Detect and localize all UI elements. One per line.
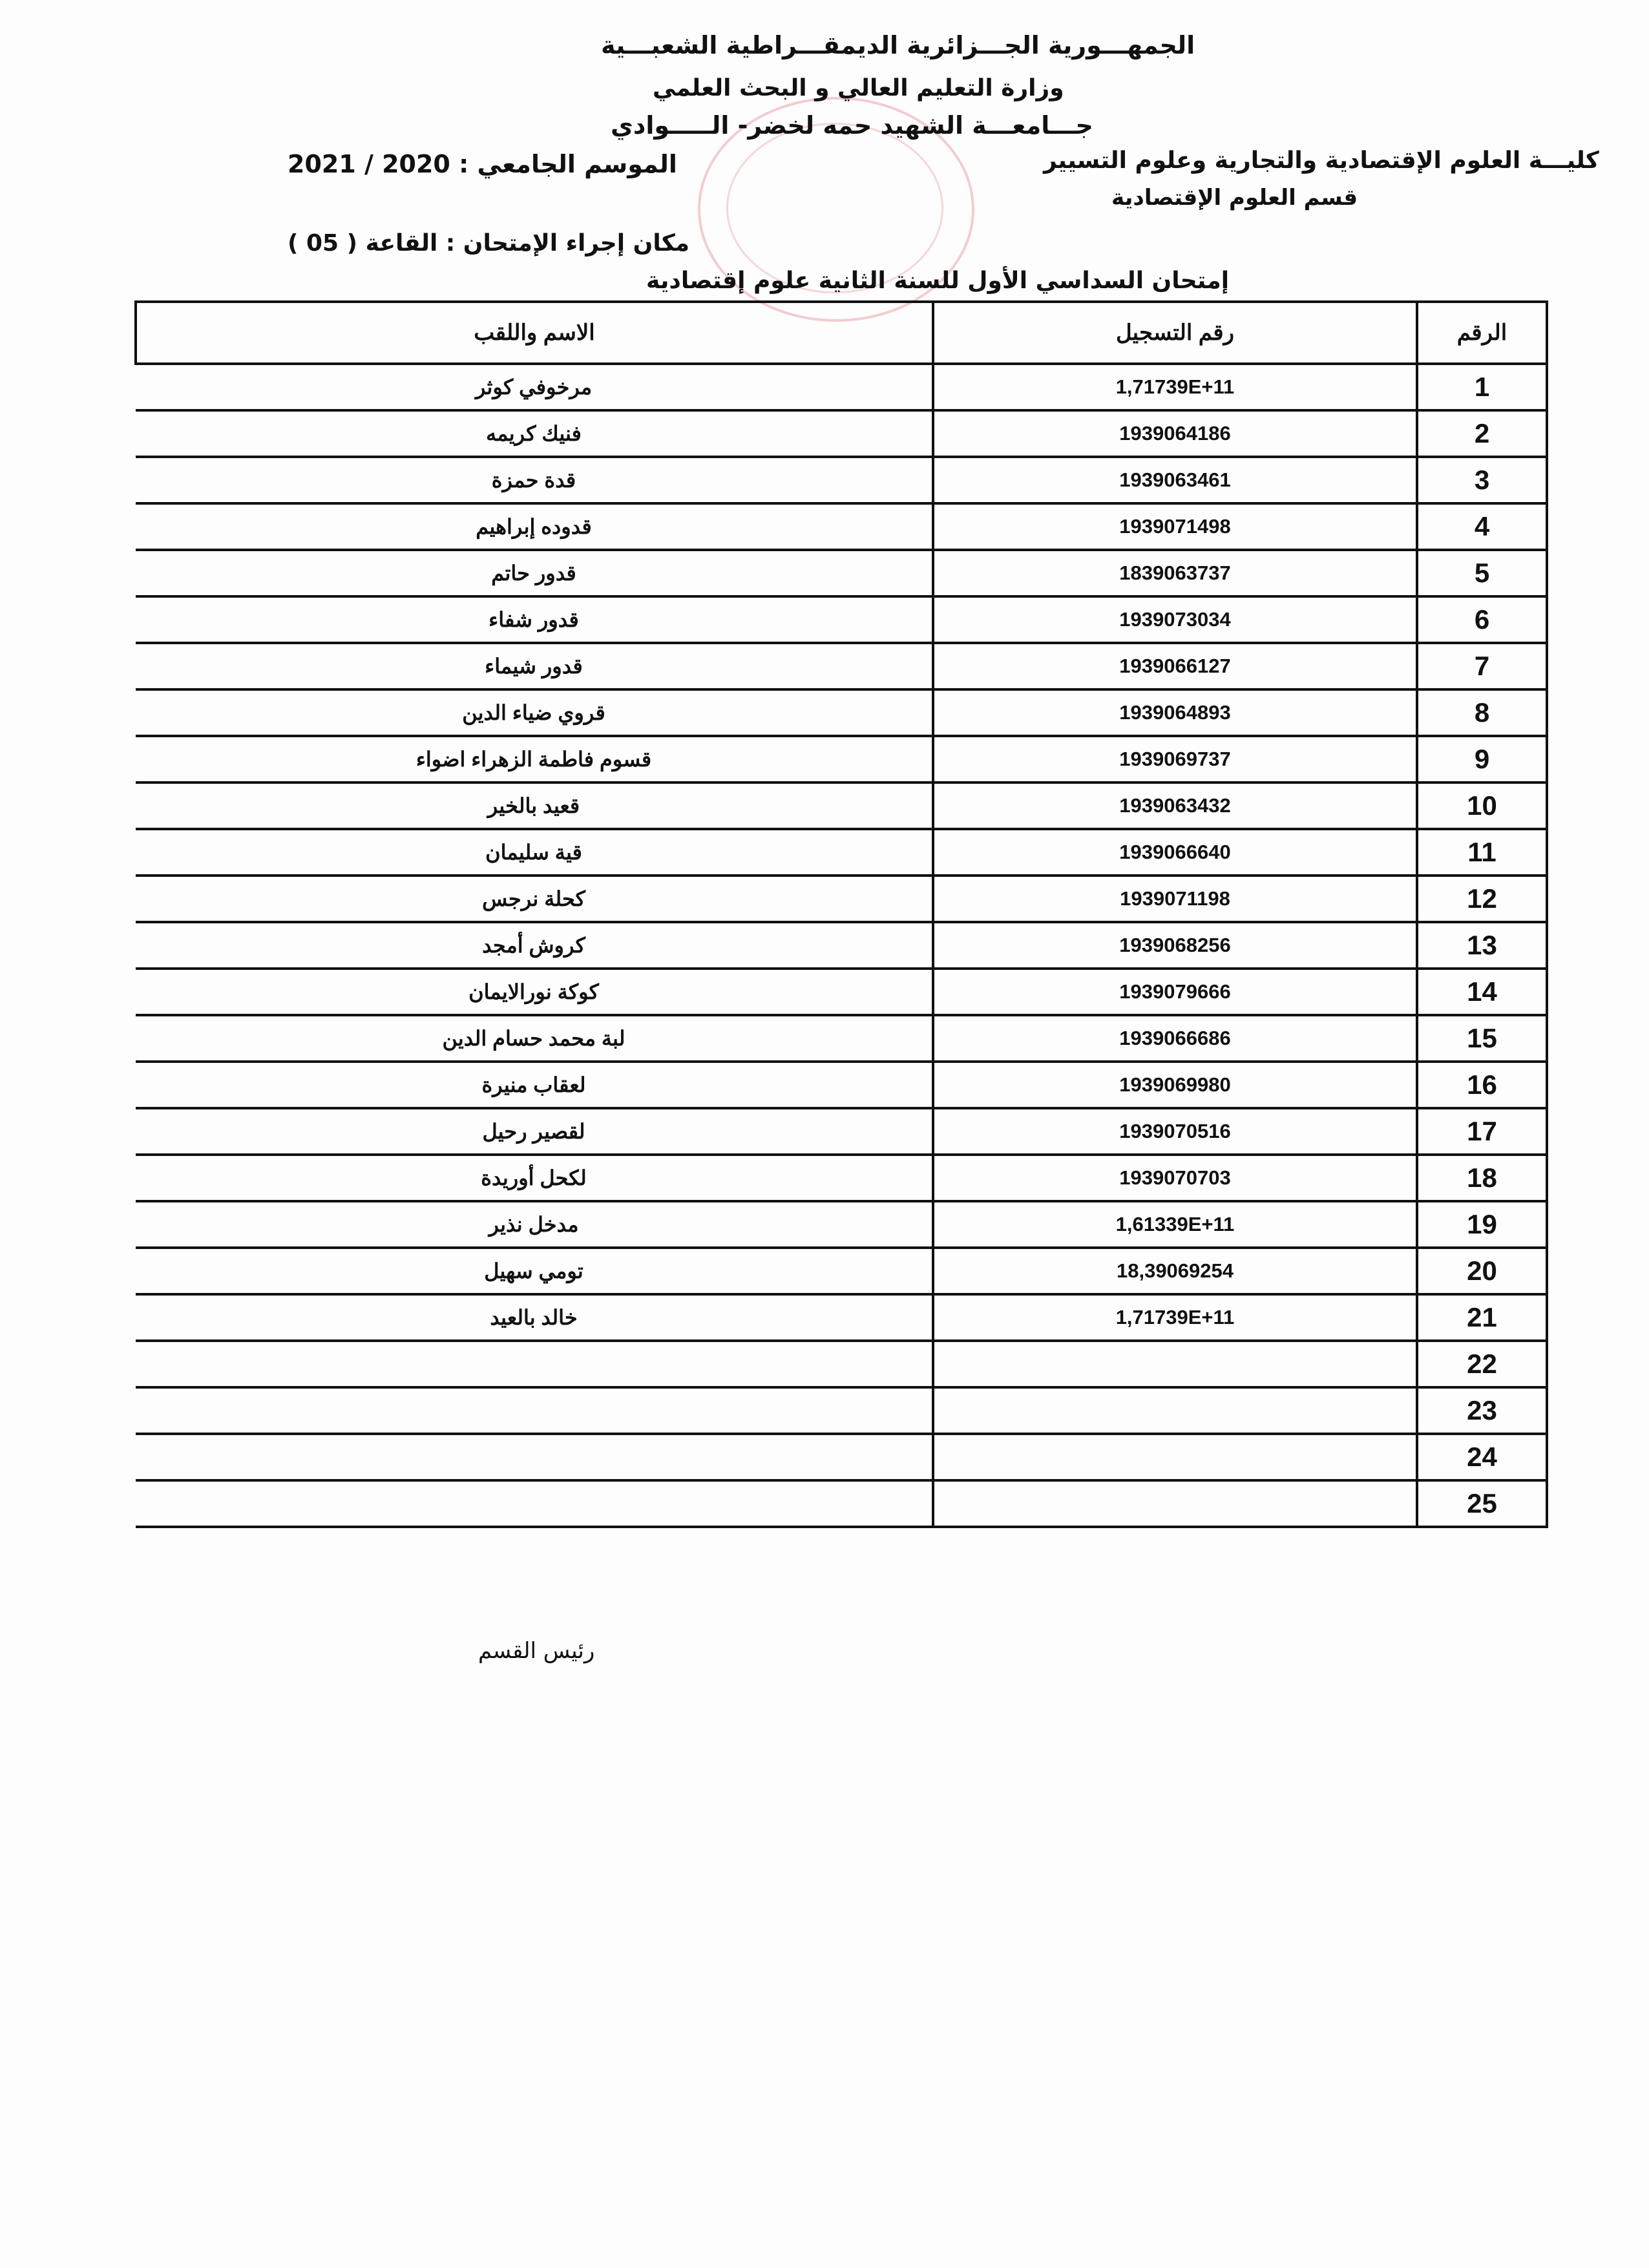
table-row: [136, 410, 1547, 457]
department-head-signature-label: رئيس القسم: [478, 1638, 595, 1664]
table-row: [136, 689, 1547, 736]
student-name-cell: قية سليمان: [136, 829, 933, 876]
registration-number-cell: 1939079666: [933, 969, 1417, 1015]
republic-heading: الجمهـــورية الجـــزائرية الديمقـــراطية الشعبـــية: [601, 31, 1195, 59]
registration-number-cell: 1939064893: [933, 689, 1417, 736]
student-name-cell: قدور شيماء: [136, 643, 933, 689]
row-number-cell: 7: [1417, 643, 1547, 689]
faculty-heading: كليـــة العلوم الإقتصادية والتجارية وعلوم التسيير: [1044, 147, 1599, 174]
student-name-cell: قروي ضياء الدين: [136, 689, 933, 736]
student-name-cell: [136, 1434, 933, 1480]
table-header-row: [136, 302, 1547, 364]
row-number-cell: 24: [1417, 1434, 1547, 1480]
registration-number-cell: 1,71739E+11: [933, 1294, 1417, 1341]
table-row: [136, 922, 1547, 969]
table-row: [136, 457, 1547, 503]
academic-season: الموسم الجامعي : 2020 / 2021: [288, 150, 677, 178]
table-row: [136, 1062, 1547, 1108]
table-row: [136, 1387, 1547, 1434]
student-name-cell: قعيد بالخير: [136, 782, 933, 829]
student-name-cell: كروش أمجد: [136, 922, 933, 969]
exam-place: مكان إجراء الإمتحان : القاعة ( 05 ): [288, 230, 690, 257]
registration-number-cell: 1939063461: [933, 457, 1417, 503]
student-roster-table: [134, 300, 1548, 1528]
table-row: [136, 829, 1547, 876]
student-name-cell: تومي سهيل: [136, 1248, 933, 1294]
student-name-cell: فنيك كريمه: [136, 410, 933, 457]
table-row: [136, 1434, 1547, 1480]
registration-number-cell: 1839063737: [933, 550, 1417, 596]
registration-number-cell: 1939071498: [933, 503, 1417, 550]
registration-number-cell: 1939066686: [933, 1015, 1417, 1062]
row-number-cell: 2: [1417, 410, 1547, 457]
table-row: [136, 876, 1547, 922]
row-number-cell: 19: [1417, 1201, 1547, 1248]
row-number-cell: 17: [1417, 1108, 1547, 1155]
student-name-cell: خالد بالعيد: [136, 1294, 933, 1341]
table-row: [136, 1108, 1547, 1155]
row-number-cell: 18: [1417, 1155, 1547, 1201]
column-header-name: الاسم واللقب: [136, 302, 933, 364]
registration-number-cell: [933, 1341, 1417, 1387]
student-name-cell: لعقاب منيرة: [136, 1062, 933, 1108]
student-name-cell: لبة محمد حسام الدين: [136, 1015, 933, 1062]
row-number-cell: 13: [1417, 922, 1547, 969]
registration-number-cell: 1939070703: [933, 1155, 1417, 1201]
row-number-cell: 22: [1417, 1341, 1547, 1387]
registration-number-cell: 1939066640: [933, 829, 1417, 876]
row-number-cell: 25: [1417, 1480, 1547, 1527]
student-name-cell: كوكة نورالايمان: [136, 969, 933, 1015]
table-row: [136, 1341, 1547, 1387]
registration-number-cell: 18,39069254: [933, 1248, 1417, 1294]
registration-number-cell: 1939068256: [933, 922, 1417, 969]
table-row: [136, 1294, 1547, 1341]
department-heading: قسم العلوم الإقتصادية: [1111, 185, 1358, 211]
row-number-cell: 3: [1417, 457, 1547, 503]
registration-number-cell: 1939064186: [933, 410, 1417, 457]
row-number-cell: 23: [1417, 1387, 1547, 1434]
table-row: [136, 1248, 1547, 1294]
row-number-cell: 21: [1417, 1294, 1547, 1341]
table-row: [136, 596, 1547, 643]
row-number-cell: 1: [1417, 364, 1547, 410]
student-name-cell: كحلة نرجس: [136, 876, 933, 922]
registration-number-cell: 1,61339E+11: [933, 1201, 1417, 1248]
exam-title: إمتحان السداسي الأول للسنة الثانية علوم إقتصادية: [646, 268, 1230, 294]
student-name-cell: قدوده إبراهيم: [136, 503, 933, 550]
table-row: [136, 782, 1547, 829]
table-row: [136, 643, 1547, 689]
row-number-cell: 4: [1417, 503, 1547, 550]
student-name-cell: [136, 1480, 933, 1527]
ministry-heading: وزارة التعليم العالي و البحث العلمي: [653, 75, 1064, 101]
student-name-cell: لقصير رحيل: [136, 1108, 933, 1155]
row-number-cell: 20: [1417, 1248, 1547, 1294]
row-number-cell: 14: [1417, 969, 1547, 1015]
row-number-cell: 15: [1417, 1015, 1547, 1062]
registration-number-cell: 1939070516: [933, 1108, 1417, 1155]
row-number-cell: 9: [1417, 736, 1547, 782]
registration-number-cell: 1939071198: [933, 876, 1417, 922]
row-number-cell: 5: [1417, 550, 1547, 596]
registration-number-cell: [933, 1434, 1417, 1480]
table-row: [136, 550, 1547, 596]
row-number-cell: 10: [1417, 782, 1547, 829]
table-row: [136, 736, 1547, 782]
table-row: [136, 1015, 1547, 1062]
row-number-cell: 16: [1417, 1062, 1547, 1108]
registration-number-cell: 1939073034: [933, 596, 1417, 643]
table-row: [136, 969, 1547, 1015]
table-row: [136, 1155, 1547, 1201]
row-number-cell: 12: [1417, 876, 1547, 922]
registration-number-cell: 1939069980: [933, 1062, 1417, 1108]
student-name-cell: قسوم فاطمة الزهراء اضواء: [136, 736, 933, 782]
registration-number-cell: 1939063432: [933, 782, 1417, 829]
column-header-registration: رقم التسجيل: [933, 302, 1417, 364]
student-name-cell: قدور حاتم: [136, 550, 933, 596]
student-name-cell: قدور شفاء: [136, 596, 933, 643]
registration-number-cell: 1939066127: [933, 643, 1417, 689]
student-name-cell: [136, 1341, 933, 1387]
row-number-cell: 11: [1417, 829, 1547, 876]
registration-number-cell: 1939069737: [933, 736, 1417, 782]
table-row: [136, 1201, 1547, 1248]
registration-number-cell: 1,71739E+11: [933, 364, 1417, 410]
student-name-cell: مدخل نذير: [136, 1201, 933, 1248]
row-number-cell: 6: [1417, 596, 1547, 643]
column-header-number: الرقم: [1417, 302, 1547, 364]
table-row: [136, 364, 1547, 410]
table-row: [136, 1480, 1547, 1527]
university-heading: جـــامعـــة الشهيد حمه لخضر- الـــــوادي: [611, 111, 1093, 140]
registration-number-cell: [933, 1387, 1417, 1434]
table-row: [136, 503, 1547, 550]
student-name-cell: مرخوفي كوثر: [136, 364, 933, 410]
student-name-cell: [136, 1387, 933, 1434]
row-number-cell: 8: [1417, 689, 1547, 736]
registration-number-cell: [933, 1480, 1417, 1527]
student-name-cell: لكحل أوريدة: [136, 1155, 933, 1201]
roster-body: [136, 364, 1547, 1527]
student-name-cell: قدة حمزة: [136, 457, 933, 503]
